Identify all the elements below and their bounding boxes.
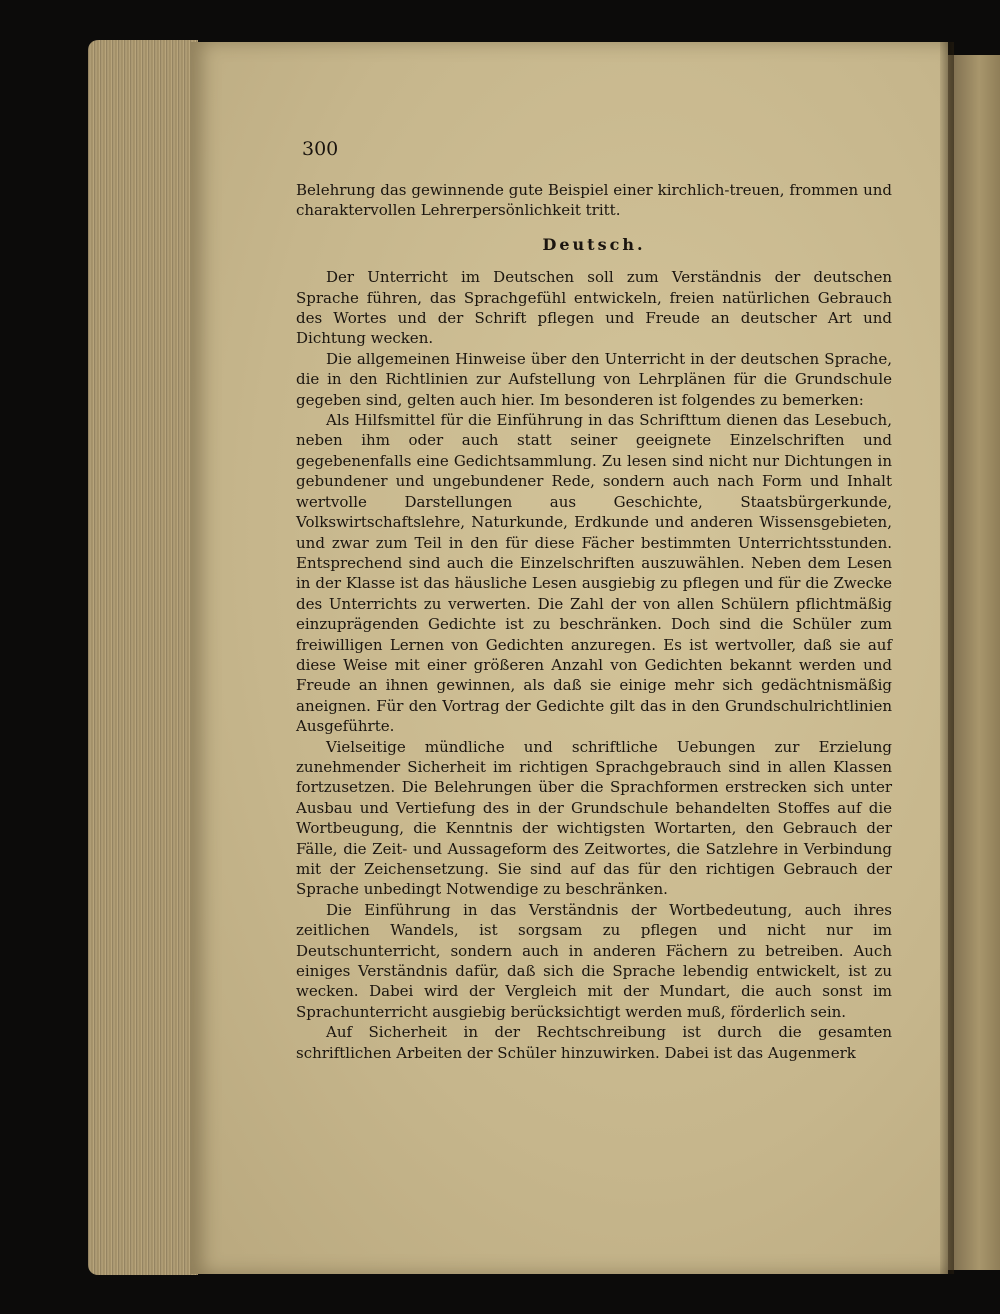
paragraph-4: Vielseitige mündliche und schriftliche Uebungen zur Erzielung zunehmender Sicherheit im richtigen Sprachgebrauch sind in allen Klassen fortzusetzen. Die Belehrungen über die Sprachformen erstrecken sich unter Ausbau und Vertiefung des in der Grundschule behandelten Stoffes auf die Wortbeugung, die Kenntnis der wichtigsten Wortarten, den Gebrauch der Fälle, die Zeit- und Aussageform des Zeitwortes, die Satzlehre in Verbindung mit der Zeichensetzung. Sie sind auf das für den richtigen Gebrauch der Sprache unbedingt Notwendige zu beschränken. — [296, 737, 892, 899]
paragraph-1: Der Unterricht im Deutschen soll zum Verständnis der deutschen Sprache führen, das Sprachgefühl entwickeln, freien natürlichen Gebrauch des Wortes und der Schrift pflegen und Freude an deutscher Art und Dichtung wecken. — [296, 268, 892, 348]
paragraph-5: Die Einführung in das Verständnis der Wortbedeutung, auch ihres zeitlichen Wandels, ist sorgsam zu pflegen und nicht nur im Deutschunterricht, sondern auch in anderen Fächern zu betreiben. Auch einiges Verständnis dafür, daß sich die Sprache lebendig entwickelt, ist zu wecken. Dabei wird der Vergleich mit der Mundart, die auch sonst im Sprachunterricht ausgiebig berücksichtigt werden muß, förderlich sein. — [296, 900, 892, 1021]
page-number: 300 — [302, 138, 339, 160]
page-gutter — [940, 42, 954, 1274]
paragraph-2: Die allgemeinen Hinweise über den Unterricht in der deutschen Sprache, die in den Richtlinien zur Aufstellung von Lehrplänen für die Grundschule gegeben sind, gelten auch hier. Im besonderen ist folgendes zu bemerken: — [296, 349, 892, 409]
intro-paragraph: Belehrung das gewinnende gute Beispiel einer kirchlich-treuen, frommen und charaktervollen Lehrerpersönlichkeit tritt. — [296, 181, 892, 220]
next-page-edge — [948, 55, 1000, 1270]
paragraph-6: Auf Sicherheit in der Rechtschreibung ist durch die gesamten schriftlichen Arbeiten der Schüler hinzuwirken. Dabei ist das Augenmerk — [296, 1023, 892, 1062]
page-edges — [88, 40, 198, 1275]
paragraph-3: Als Hilfsmittel für die Einführung in das Schrifttum dienen das Lesebuch, neben ihm oder auch statt seiner geeignete Einzelschriften und gegebenenfalls eine Gedichtsammlung. Zu lesen sind nicht nur Dichtungen in gebundener und ungebundener Rede, sondern auch nach Form und Inhalt wertvolle Darstellungen aus Geschichte, Staatsbürgerkunde, Volkswirtschaftslehre, Naturkunde, Erdkunde und anderen Wissensgebieten, und zwar zum Teil in den für diese Fächer bestimmten Unterrichtsstunden. Entsprechend sind auch die Einzelschriften auszuwählen. Neben dem Lesen in der Klasse ist das häusliche Lesen ausgiebig zu pflegen und für die Zwecke des Unterrichts zu verwerten. Die Zahl der von allen Schülern pflichtmäßig einzuprägenden Gedichte ist zu beschränken. Doch sind die Schüler zum freiwilligen Lernen von Gedichten anzuregen. Es ist wertvoller, daß sie auf diese Weise mit einer größeren Anzahl von Gedichten bekannt werden und Freude an ihnen gewinnen, als daß sie einige mehr sich gedächtnismäßig aneignen. Für den Vortrag der Gedichte gilt das in den Grundschulrichtlinien Ausgeführte. — [296, 411, 892, 736]
page-text — [296, 180, 892, 1063]
section-heading: Deutsch. — [542, 234, 646, 254]
